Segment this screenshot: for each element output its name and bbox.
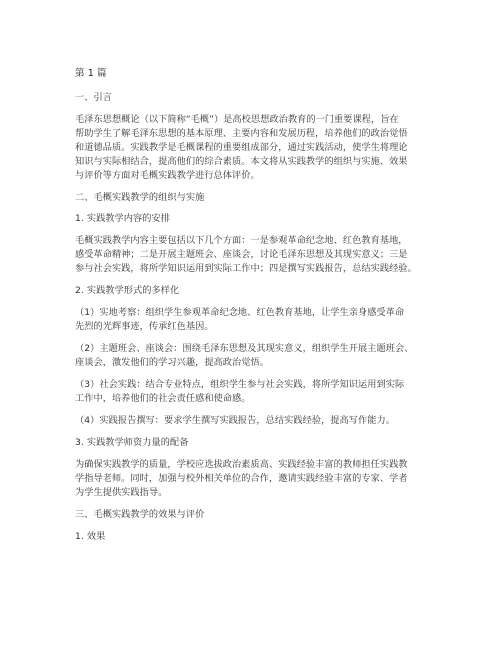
paragraph-line: 知识与实际相结合，提高他们的综合素质。本文将从实践教学的组织与实施、效果 <box>75 156 408 167</box>
subsection-title: 1. 效果 <box>75 531 106 542</box>
subsection-title: 3. 实践教学师资力量的配备 <box>75 437 189 448</box>
paragraph-line: 参与社会实践，将所学知识运用到实际工作中；四是撰写实践报告，总结实践经验。 <box>75 263 417 274</box>
paragraph-line: 与评价等方面对毛概实践教学进行总体评价。 <box>75 170 260 181</box>
paragraph-line: 毛泽东思想概论（以下简称“毛概”）是高校思想政治教育的一门重要课程，旨在 <box>75 114 399 125</box>
subsection-title: 1. 实践教学内容的安排 <box>75 213 170 224</box>
paragraph-line: 感受革命精神；二是开展主题班会、座谈会，讨论毛泽东思想及其现实意义；三是 <box>75 249 408 260</box>
paragraph-line: 学指导老师。同时，加强与校外相关单位的合作，邀请实践经验丰富的专家、学者 <box>75 473 408 484</box>
paragraph-line: 座谈会，激发他们的学习兴趣，提高政治觉悟。 <box>75 357 269 368</box>
paragraph-line: 毛概实践教学内容主要包括以下几个方面：一是参观革命纪念地、红色教育基地， <box>75 235 408 246</box>
paragraph-line: 和道德品质。实践教学是毛概课程的重要组成部分，通过实践活动，使学生将理论 <box>75 142 408 153</box>
section-heading-effect: 三、毛概实践教学的效果与评价 <box>75 509 205 520</box>
paragraph-line: （1）实地考察：组织学生参观革命纪念地、红色教育基地，让学生亲身感受革命 <box>75 307 405 318</box>
paragraph-line: 工作中，培养他们的社会责任感和使命感。 <box>75 393 251 404</box>
paragraph-line: 帮助学生了解毛泽东思想的基本原理、主要内容和发展历程，培养他们的政治觉悟 <box>75 128 408 139</box>
chapter-title: 第 1 篇 <box>75 68 107 79</box>
paragraph-line: 为确保实践教学的质量，学校应选拔政治素质高、实践经验丰富的教师担任实践教 <box>75 459 408 470</box>
section-heading-intro: 一、引言 <box>75 92 112 103</box>
section-heading-organization: 二、毛概实践教学的组织与实施 <box>75 192 205 203</box>
paragraph-line: 为学生提供实践指导。 <box>75 487 168 498</box>
paragraph-line: （3）社会实践：结合专业特点，组织学生参与社会实践，将所学知识运用到实际 <box>75 379 405 390</box>
paragraph-line: （4）实践报告撰写：要求学生撰写实践报告，总结实践经验，提高写作能力。 <box>75 415 395 426</box>
paragraph-line: 先烈的光辉事迹，传承红色基因。 <box>75 321 214 332</box>
subsection-title: 2. 实践教学形式的多样化 <box>75 285 180 296</box>
paragraph-line: （2）主题班会、座谈会：围绕毛泽东思想及其现实意义，组织学生开展主题班会、 <box>75 343 414 354</box>
